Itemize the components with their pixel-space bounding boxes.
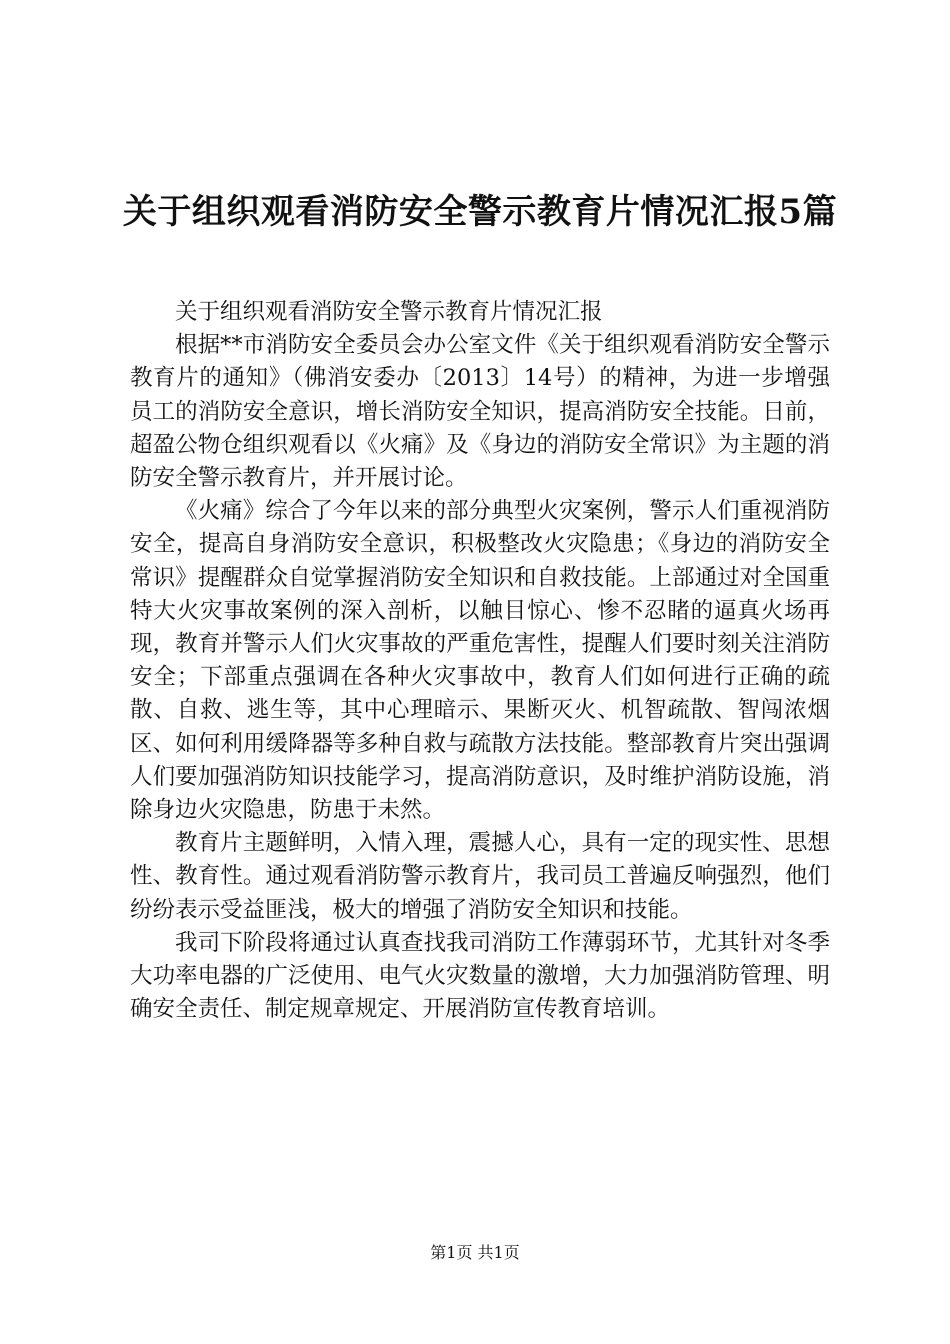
paragraph-2: 《火痛》综合了今年以来的部分典型火灾案例，警示人们重视消防安全，提高自身消防安全意识，积极整改火灾隐患；《身边的消防安全常识》提醒群众自觉掌握消防安全知识和自救技能。上部通过对全国重特大火灾事故案例的深入剖析，以触目惊心、惨不忍睹的逼真火场再现，教育并警示人们火灾事故的严重危害性，提醒人们要时刻关注消防安全；下部重点强调在各种火灾事故中，教育人们如何进行正确的疏散、自救、逃生等，其中心理暗示、果断灭火、机智疏散、智闯浓烟区、如何利用缓降器等多种自救与疏散方法技能。整部教育片突出强调人们要加强消防知识技能学习，提高消防意识，及时维护消防设施，消除身边火灾隐患，防患于未然。	[130, 498, 830, 824]
document-body	[130, 296, 830, 1026]
document-subtitle: 关于组织观看消防安全警示教育片情况汇报	[175, 299, 603, 325]
paragraph-4: 我司下阶段将通过认真查找我司消防工作薄弱环节，尤其针对冬季大功率电器的广泛使用、电气火灾数量的激增，大力加强消防管理、明确安全责任、制定规章规定、开展消防宣传教育培训。	[130, 929, 830, 1023]
document-title: 关于组织观看消防安全警示教育片情况汇报5篇	[122, 192, 838, 232]
paragraph-1: 根据**市消防安全委员会办公室文件《关于组织观看消防安全警示教育片的通知》（佛消安委办〔2013〕14号）的精神，为进一步增强员工的消防安全意识，增长消防安全知识，提高消防安全技能。日前，超盈公物仓组织观看以《火痛》及《身边的消防安全常识》为主题的消防安全警示教育片，并开展讨论。	[130, 332, 830, 492]
page-footer: 第1页 共1页	[430, 1243, 520, 1262]
paragraph-3: 教育片主题鲜明，入情入理，震撼人心，具有一定的现实性、思想性、教育性。通过观看消防警示教育片，我司员工普遍反响强烈，他们纷纷表示受益匪浅，极大的增强了消防安全知识和技能。	[130, 830, 830, 923]
